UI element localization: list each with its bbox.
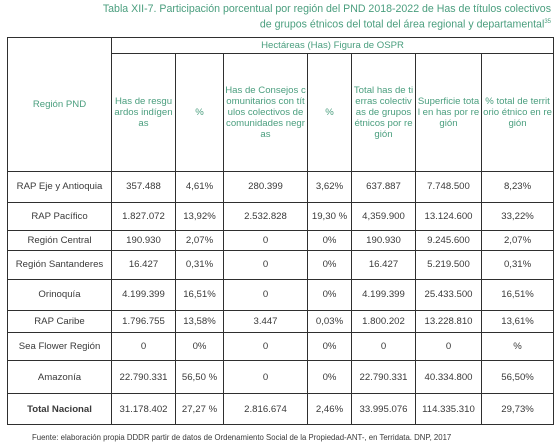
- value-cell: 0,03%: [308, 310, 352, 332]
- value-cell: 0%: [308, 231, 352, 251]
- table-row: [8, 279, 554, 310]
- value-cell: 40.334.800: [416, 361, 482, 394]
- region-name-cell: Región Santanderes: [8, 251, 112, 280]
- value-cell: 2.532.828: [224, 202, 308, 231]
- value-cell: 0: [224, 332, 308, 361]
- value-cell: 31.178.402: [112, 394, 176, 425]
- value-cell: 190.930: [352, 231, 416, 251]
- value-cell: 2,07%: [482, 231, 554, 251]
- value-cell: 0,31%: [176, 251, 224, 280]
- col-header-total-colectivas: Total has de tierras colectivas de grupos étnicos por región: [352, 54, 416, 172]
- value-cell: 13.124.600: [416, 202, 482, 231]
- value-cell: 0: [112, 332, 176, 361]
- value-cell: 5.219.500: [416, 251, 482, 280]
- table-title: [3, 3, 551, 31]
- value-cell: 4.199.399: [352, 279, 416, 310]
- value-cell: 27,27 %: [176, 394, 224, 425]
- col-header-superficie: Superficie total en has por región: [416, 54, 482, 172]
- region-header: Región PND: [8, 38, 112, 172]
- value-cell: 9.245.600: [416, 231, 482, 251]
- value-cell: 13,92%: [176, 202, 224, 231]
- group-header: Hectáreas (Has) Figura de OSPR: [112, 38, 554, 54]
- col-header-resguardos: Has de resguardos indígenas: [112, 54, 176, 172]
- value-cell: 0: [416, 332, 482, 361]
- region-name-cell: RAP Pacífico: [8, 202, 112, 231]
- value-cell: 16,51%: [176, 279, 224, 310]
- value-cell: 2,07%: [176, 231, 224, 251]
- value-cell: 56,50 %: [176, 361, 224, 394]
- value-cell: 16.427: [112, 251, 176, 280]
- value-cell: 1.827.072: [112, 202, 176, 231]
- value-cell: 114.335.310: [416, 394, 482, 425]
- value-cell: 56,50%: [482, 361, 554, 394]
- value-cell: %: [482, 332, 554, 361]
- value-cell: 25.433.500: [416, 279, 482, 310]
- value-cell: 0: [224, 279, 308, 310]
- value-cell: 7.748.500: [416, 172, 482, 203]
- value-cell: 22.790.331: [112, 361, 176, 394]
- table-row: [8, 251, 554, 280]
- table-row: [8, 394, 554, 425]
- col-header-consejos: Has de Consejos comunitarios con títulos colectivos de comunidades negras: [224, 54, 308, 172]
- value-cell: 0%: [308, 279, 352, 310]
- value-cell: 0%: [308, 251, 352, 280]
- region-name-cell: Orinoquía: [8, 279, 112, 310]
- value-cell: 2,46%: [308, 394, 352, 425]
- table-row: [8, 202, 554, 231]
- value-cell: 0%: [176, 332, 224, 361]
- value-cell: 13,58%: [176, 310, 224, 332]
- data-table: [7, 37, 554, 425]
- table-row: [8, 361, 554, 394]
- source-note: Fuente: elaboración propia DDDR partir de datos de Ordenamiento Social de la Propiedad-ANT-, en Terridata. DNP, 2017: [32, 433, 452, 442]
- table-row: [8, 332, 554, 361]
- region-name-cell: Total Nacional: [8, 394, 112, 425]
- value-cell: 16,51%: [482, 279, 554, 310]
- value-cell: 2.816.674: [224, 394, 308, 425]
- value-cell: 280.399: [224, 172, 308, 203]
- value-cell: 190.930: [112, 231, 176, 251]
- title-line-2: de grupos étnicos del total del área regional y departamental: [259, 18, 545, 31]
- region-name-cell: Región Central: [8, 231, 112, 251]
- value-cell: 0: [224, 251, 308, 280]
- value-cell: 16.427: [352, 251, 416, 280]
- title-line-1: Tabla XII-7. Participación porcentual por región del PND 2018-2022 de Has de títulos colectivos: [102, 3, 551, 15]
- table-row: [8, 172, 554, 203]
- value-cell: 3.447: [224, 310, 308, 332]
- value-cell: 13,61%: [482, 310, 554, 332]
- value-cell: 19,30 %: [308, 202, 352, 231]
- col-header-pct-territorio: % total de territorio étnico en región: [482, 54, 554, 172]
- value-cell: 357.488: [112, 172, 176, 203]
- value-cell: 4,359.900: [352, 202, 416, 231]
- value-cell: 4,61%: [176, 172, 224, 203]
- value-cell: 0: [224, 361, 308, 394]
- region-name-cell: RAP Eje y Antioquia: [8, 172, 112, 203]
- value-cell: 29,73%: [482, 394, 554, 425]
- value-cell: 3,62%: [308, 172, 352, 203]
- value-cell: 33.995.076: [352, 394, 416, 425]
- region-name-cell: Sea Flower Región: [8, 332, 112, 361]
- value-cell: 22.790.331: [352, 361, 416, 394]
- table-row: [8, 231, 554, 251]
- col-header-pct-resguardos: %: [176, 54, 224, 172]
- value-cell: 33,22%: [482, 202, 554, 231]
- value-cell: 637.887: [352, 172, 416, 203]
- value-cell: 0%: [308, 332, 352, 361]
- value-cell: 0: [224, 231, 308, 251]
- value-cell: 0%: [308, 361, 352, 394]
- value-cell: 13.228.810: [416, 310, 482, 332]
- footnote-mark: 35: [544, 18, 551, 25]
- table-row: [8, 310, 554, 332]
- value-cell: 0: [352, 332, 416, 361]
- value-cell: 1.796.755: [112, 310, 176, 332]
- region-name-cell: RAP Caribe: [8, 310, 112, 332]
- region-name-cell: Amazonía: [8, 361, 112, 394]
- value-cell: 8,23%: [482, 172, 554, 203]
- table-body: [8, 172, 554, 425]
- value-cell: 0,31%: [482, 251, 554, 280]
- value-cell: 4.199.399: [112, 279, 176, 310]
- value-cell: 1.800.202: [352, 310, 416, 332]
- col-header-pct-consejos: %: [308, 54, 352, 172]
